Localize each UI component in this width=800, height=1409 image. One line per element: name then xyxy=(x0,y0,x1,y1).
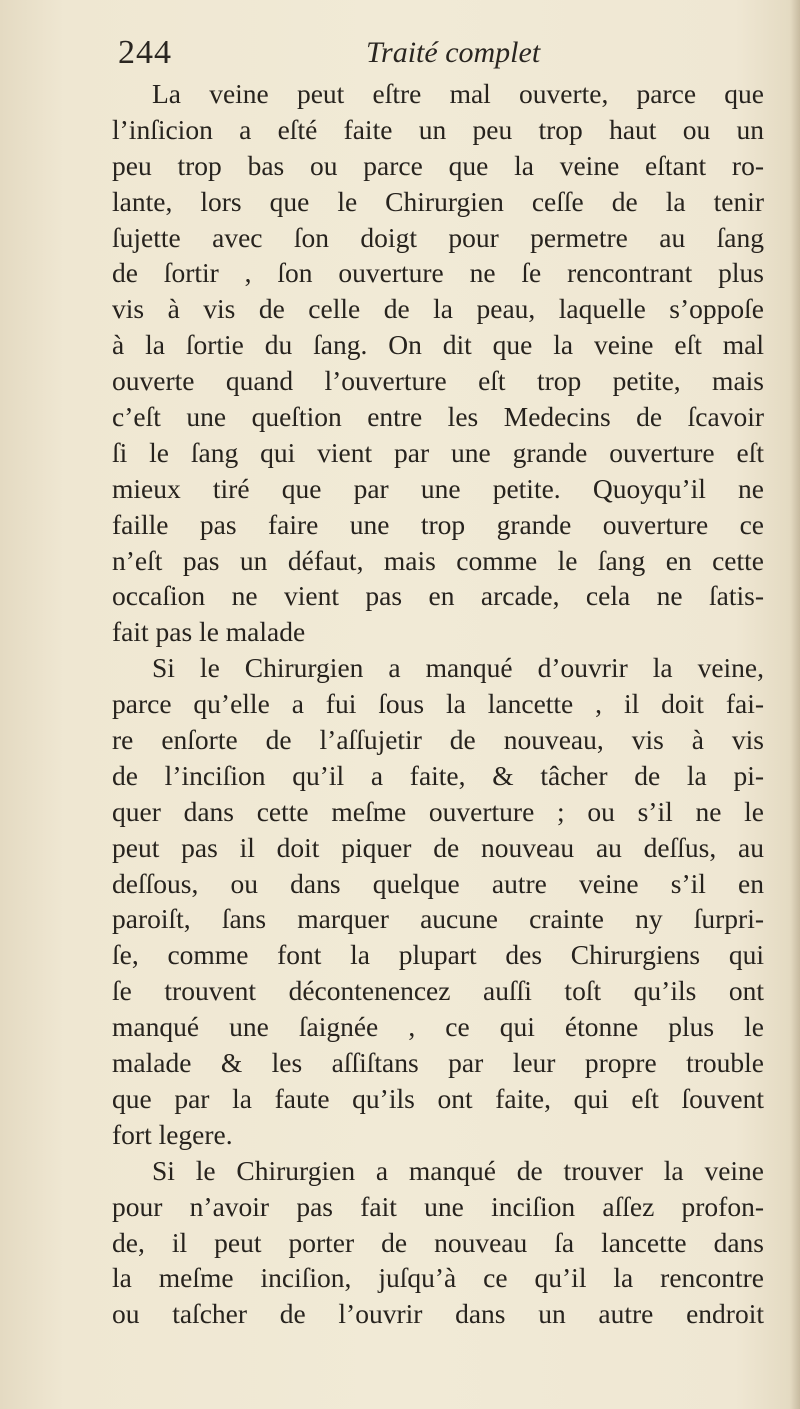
text-line: mieux tiré que par une petite. Quoyqu’il ne xyxy=(112,472,764,504)
text-line: n’eſt pas un défaut, mais comme le ſang en cette xyxy=(112,544,764,576)
text-line: faille pas faire une trop grande ouverture ce xyxy=(112,508,764,540)
text-line: pour n’avoir pas fait une inciſion aſſez profon- xyxy=(112,1190,764,1222)
text-line: ſi le ſang qui vient par une grande ouverture eſt xyxy=(112,436,764,468)
text-line: la meſme inciſion, juſqu’à ce qu’il la rencontre xyxy=(112,1262,764,1294)
text-line: ouverte quand l’ouverture eſt trop petite, mais xyxy=(112,365,764,397)
page-header xyxy=(118,30,758,78)
text-line: occaſion ne vient pas en arcade, cela ne ſatis- xyxy=(112,580,764,612)
text-line: ſe trouvent décontenencez auſſi toſt qu’ils ont xyxy=(112,975,764,1007)
text-line: peu trop bas ou parce que la veine eſtant ro- xyxy=(112,149,764,181)
text-line: de, il peut porter de nouveau ſa lancette dans xyxy=(112,1226,764,1258)
text-line: l’inſicion a eſté faite un peu trop haut ou un xyxy=(112,113,764,145)
text-line: paroiſt, ſans marquer aucune crainte ny ſurpri- xyxy=(112,903,764,935)
text-line: ou taſcher de l’ouvrir dans un autre endroit xyxy=(112,1298,764,1330)
text-line: c’eſt une queſtion entre les Medecins de ſcavoir xyxy=(112,401,764,433)
text-line: quer dans cette meſme ouverture ; ou s’il ne le xyxy=(112,795,764,827)
text-line: malade & les aſſiſtans par leur propre trouble xyxy=(112,1047,764,1079)
text-line: La veine peut eſtre mal ouverte, parce que xyxy=(152,78,764,109)
text-line: ſujette avec ſon doigt pour permetre au ſang xyxy=(112,221,764,253)
text-line: Si le Chirurgien a manqué d’ouvrir la veine, xyxy=(152,652,764,684)
text-line: lante, lors que le Chirurgien ceſſe de la tenir xyxy=(112,185,764,217)
text-line: manqué une ſaignée , ce qui étonne plus le xyxy=(112,1011,764,1043)
text-line: que par la faute qu’ils ont faite, qui eſt ſouvent xyxy=(112,1082,764,1114)
text-line: ſe, comme font la plupart des Chirurgiens qui xyxy=(112,939,764,971)
running-title: Traité complet xyxy=(366,36,541,69)
text-line: de l’inciſion qu’il a faite, & tâcher de la pi- xyxy=(112,759,764,791)
text-line: à la ſortie du ſang. On dit que la veine eſt mal xyxy=(112,329,764,361)
text-line: de ſortir , ſon ouverture ne ſe rencontrant plus xyxy=(112,257,764,289)
text-line: re enſorte de l’aſſujetir de nouveau, vis à vis xyxy=(112,724,764,756)
page-number: 244 xyxy=(118,34,172,71)
text-line: peut pas il doit piquer de nouveau au deſſus, au xyxy=(112,831,764,863)
text-line: deſſous, ou dans quelque autre veine s’il en xyxy=(112,867,764,899)
text-line: vis à vis de celle de la peau, laquelle s’oppoſe xyxy=(112,293,764,325)
text-line: fait pas le malade xyxy=(112,616,306,648)
text-line: Si le Chirurgien a manqué de trouver la veine xyxy=(152,1154,764,1186)
text-line: parce qu’elle a fui ſous la lancette , il doit fai- xyxy=(112,688,764,720)
body-text xyxy=(112,76,764,1332)
text-line: fort legere. xyxy=(112,1118,233,1150)
